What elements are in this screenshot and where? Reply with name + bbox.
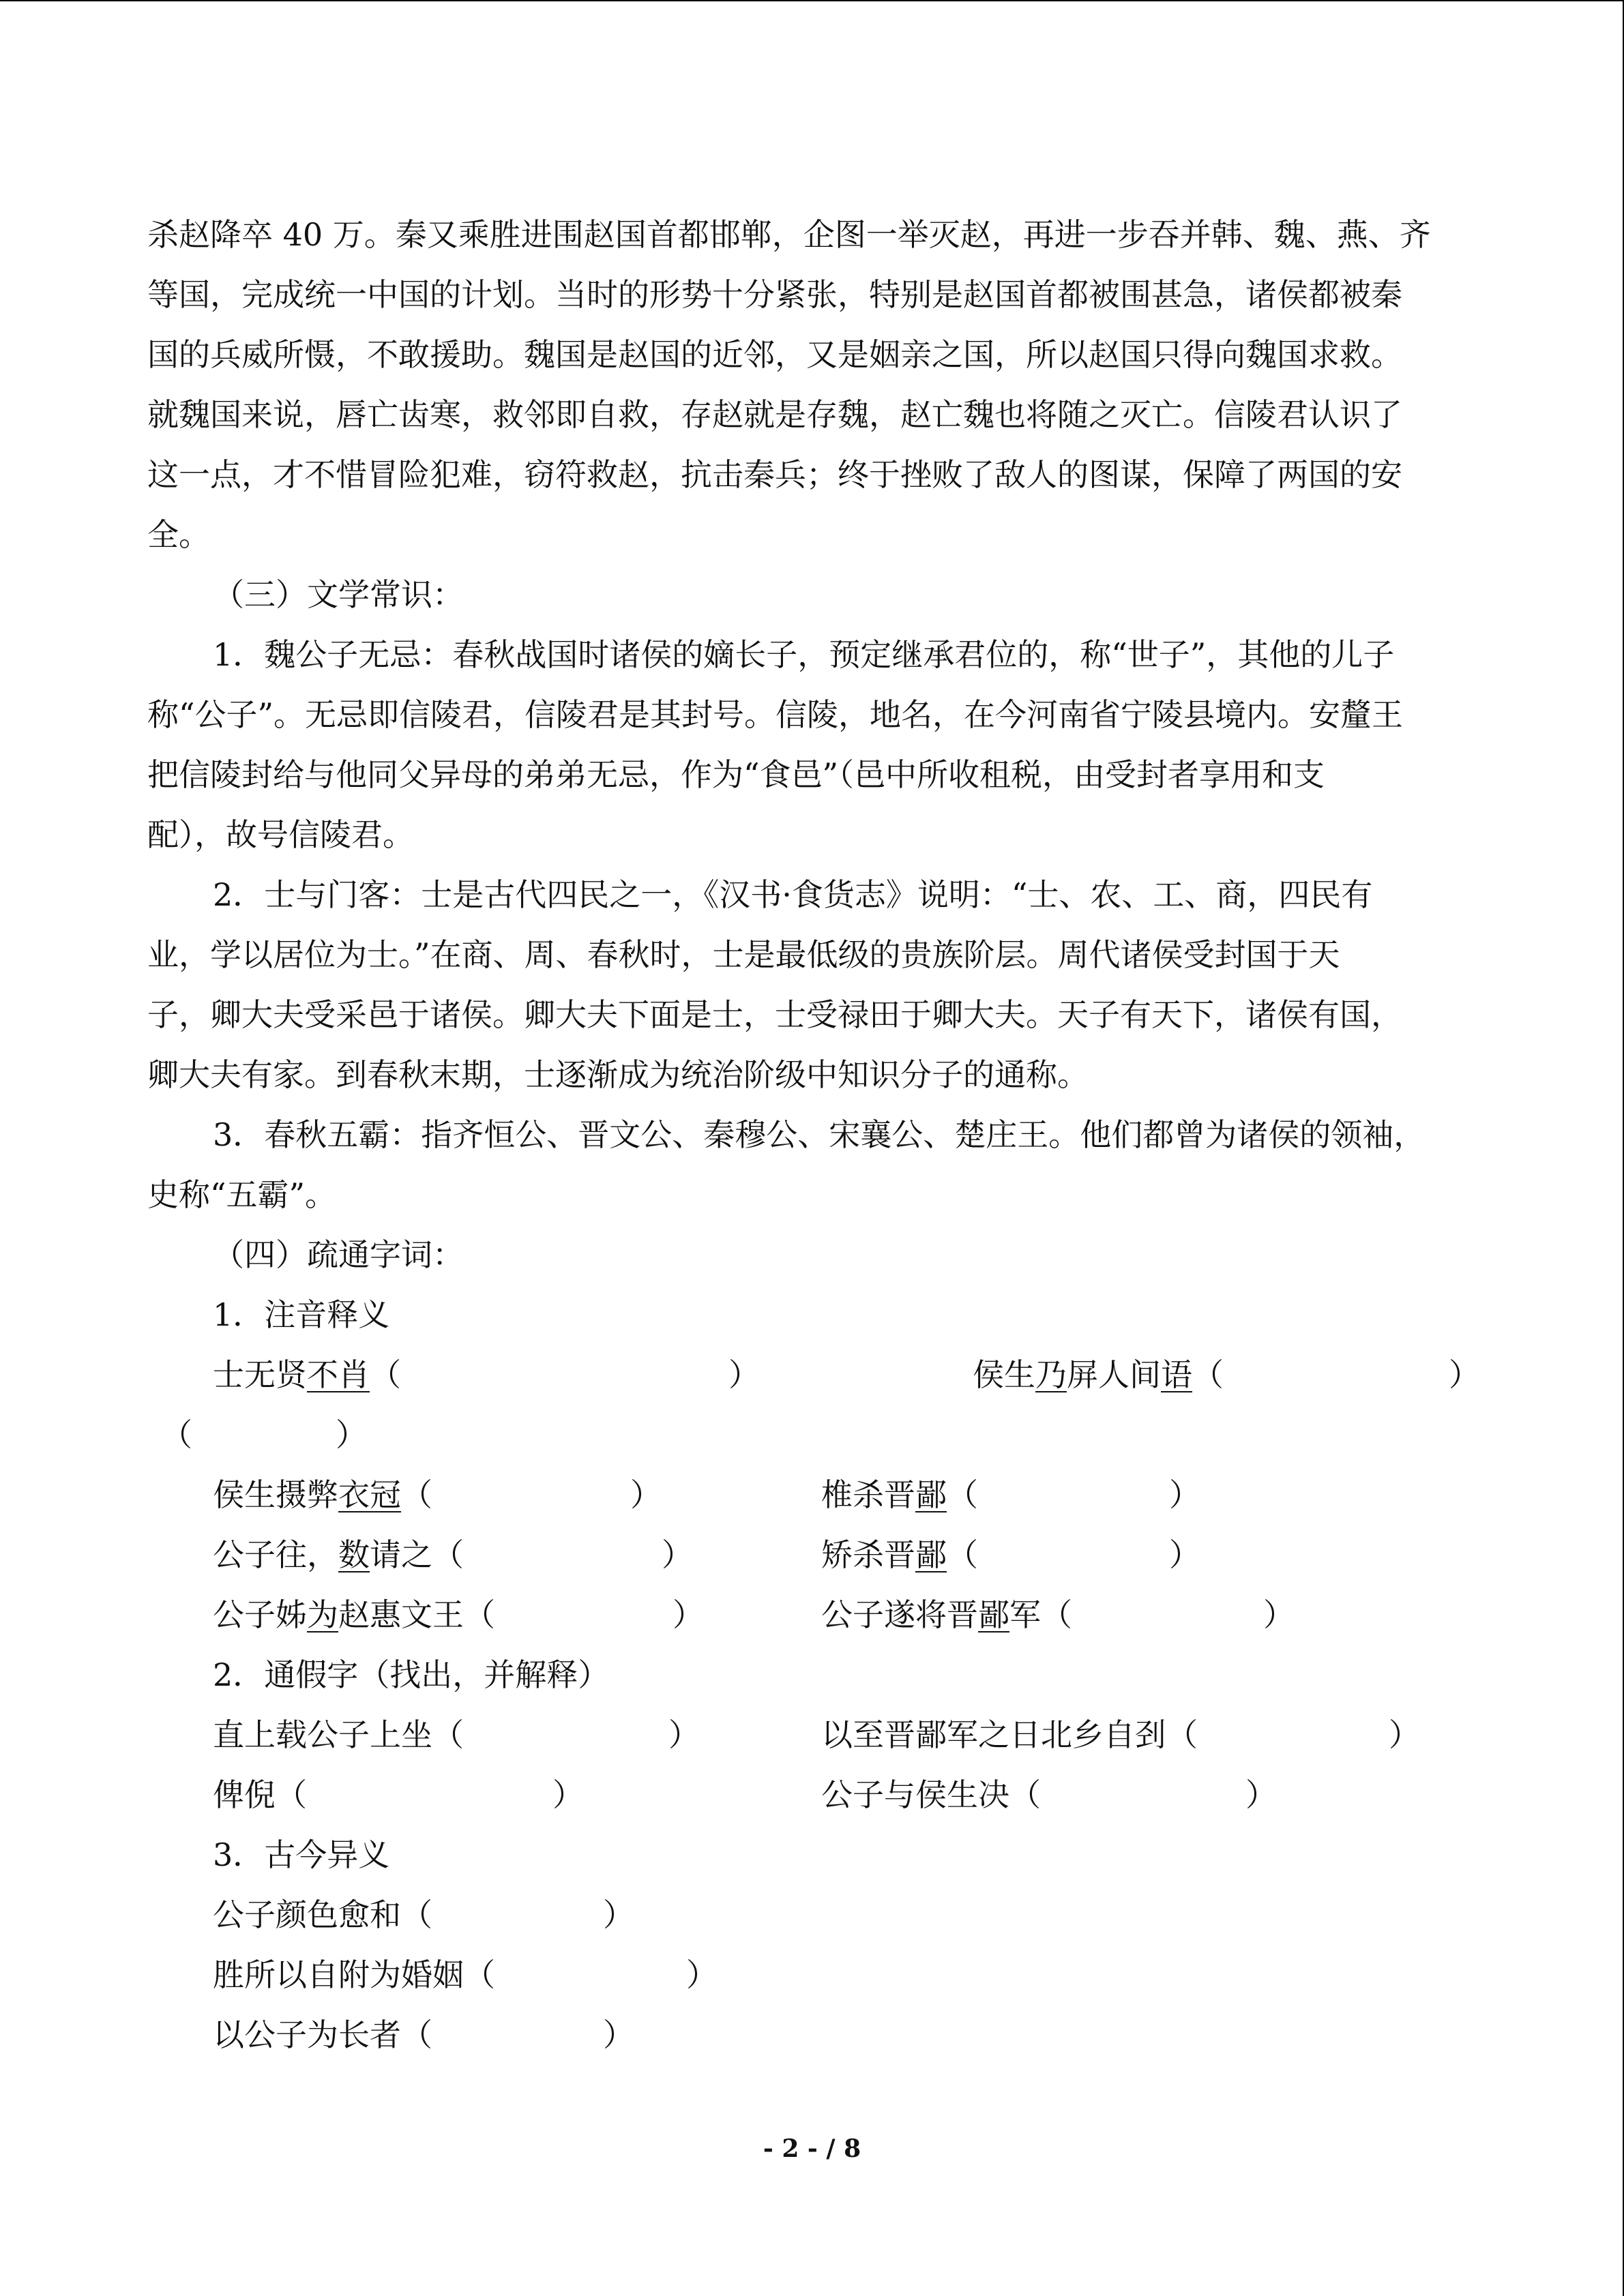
- paragraph-background: [147, 205, 1477, 565]
- open-paren: （: [464, 1596, 495, 1633]
- exercise-item: [973, 1345, 1480, 1405]
- exercise-item: [213, 1345, 760, 1405]
- open-paren: （: [947, 1536, 978, 1573]
- open-paren: （: [401, 1476, 432, 1513]
- page-top-border: [0, 0, 1624, 1]
- subsection-title-pronunciation: 1．注音释义: [213, 1296, 390, 1333]
- close-paren: ）: [336, 1416, 367, 1453]
- item-text: 请之: [370, 1536, 432, 1573]
- exercise-item: [213, 1585, 704, 1645]
- item-text: 士无贤: [213, 1356, 307, 1393]
- close-paren: ）: [728, 1356, 760, 1393]
- close-paren: ）: [686, 1956, 718, 1993]
- underlined-word: 乃: [1035, 1356, 1067, 1393]
- exercise-item: [821, 1705, 1420, 1765]
- exercise-item: [213, 1885, 634, 1945]
- exercise-item: [213, 1945, 718, 2005]
- open-paren: （: [401, 2016, 432, 2053]
- close-paren: ）: [1263, 1596, 1295, 1633]
- open-paren: （: [161, 1416, 192, 1453]
- open-paren: （: [947, 1476, 978, 1513]
- close-paren: ）: [662, 1536, 693, 1573]
- text-line: 把信陵封给与他同父异母的弟弟无忌，作为“食邑”（邑中所收租税，由受封者享用和支: [147, 756, 1325, 793]
- exercise-row: [147, 1885, 1477, 1945]
- text-line: 杀赵降卒 40 万。秦又乘胜进围赵国首都邯郸，企图一举灭赵，再进一步吞并韩、魏、燕、齐: [147, 216, 1431, 253]
- item-text: 侯生: [973, 1356, 1035, 1393]
- text-line: 业，学以居位为士。”在商、周、春秋时，士是最低级的贵族阶层。周代诸侯受封国于天: [147, 936, 1340, 973]
- text-line: 子，卿大夫受采邑于诸侯。卿大夫下面是士，士受禄田于卿大夫。天子有天下，诸侯有国，: [147, 996, 1402, 1033]
- close-paren: ）: [1169, 1476, 1200, 1513]
- close-paren: ）: [673, 1596, 704, 1633]
- exercise-item: [821, 1525, 1200, 1585]
- text-line: 称“公子”。无忌即信陵君，信陵君是其封号。信陵，地名，在今河南省宁陵县境内。安釐王: [147, 696, 1404, 733]
- literature-item-3: [147, 1105, 1477, 1225]
- open-paren: （: [1009, 1776, 1041, 1813]
- open-paren: （: [401, 1896, 432, 1933]
- close-paren: ）: [1389, 1716, 1420, 1753]
- item-text: 以至晋鄙军之日北乡自刭: [821, 1716, 1166, 1753]
- item-text: 公子颜色愈和: [213, 1896, 401, 1933]
- subsection-title-ancient-modern-meaning: 3．古今异义: [213, 1836, 390, 1873]
- text-line: 就魏国来说，唇亡齿寒，救邻即自救，存赵就是存魏，赵亡魏也将随之灭亡。信陵君认识了: [147, 396, 1402, 433]
- exercise-item: [213, 1765, 584, 1825]
- open-paren: （: [432, 1536, 464, 1573]
- text-line: 等国，完成统一中国的计划。当时的形势十分紧张，特别是赵国首都被围甚急，诸侯都被秦: [147, 276, 1402, 313]
- exercise-row: [147, 1705, 1477, 1765]
- exercise-item: [821, 1585, 1295, 1645]
- text-line: 卿大夫有家。到春秋末期，士逐渐成为统治阶级中知识分子的通称。: [147, 1056, 1089, 1093]
- exercise-row: [147, 1945, 1477, 2005]
- open-paren: （: [276, 1776, 307, 1813]
- exercise-row: [147, 1765, 1477, 1825]
- exercise-row: [147, 1345, 1480, 1405]
- item-text: 矫杀晋: [821, 1536, 915, 1573]
- literature-item-2: [147, 865, 1477, 1105]
- section-heading-vocabulary: （四）疏通字词：: [213, 1236, 464, 1273]
- underlined-word: 数: [338, 1536, 370, 1573]
- exercise-item: [213, 1525, 693, 1585]
- item-text: 赵惠文王: [338, 1596, 464, 1633]
- text-line: 这一点，才不惜冒险犯难，窃符救赵，抗击秦兵；终于挫败了敌人的图谋，保障了两国的安: [147, 456, 1402, 493]
- document-body: [147, 205, 1480, 2065]
- underlined-word: 语: [1161, 1356, 1192, 1393]
- item-text: 胜所以自附为婚姻: [213, 1956, 464, 1993]
- exercise-item: [213, 1705, 700, 1765]
- underlined-word: 鄙: [915, 1536, 947, 1573]
- underlined-word: 为: [307, 1596, 338, 1633]
- exercise-item: [821, 1465, 1200, 1525]
- item-text: 公子与侯生决: [821, 1776, 1009, 1813]
- open-paren: （: [464, 1956, 495, 1993]
- literature-item-1: [147, 625, 1477, 865]
- close-paren: ）: [1169, 1536, 1200, 1573]
- item-text: 以公子为长者: [213, 2016, 401, 2053]
- close-paren: ）: [552, 1776, 584, 1813]
- item-text: 俾倪: [213, 1776, 276, 1813]
- exercise-row: [147, 2005, 1477, 2065]
- text-line: 史称“五霸”。: [147, 1176, 337, 1213]
- close-paren: ）: [603, 2016, 634, 2053]
- exercise-row: [147, 1465, 1477, 1525]
- section-heading-literature: （三）文学常识：: [213, 576, 464, 613]
- item-text: 侯生摄弊: [213, 1476, 338, 1513]
- underlined-word: 鄙: [978, 1596, 1009, 1633]
- item-text: 军: [1009, 1596, 1041, 1633]
- text-line: 配），故号信陵君。: [147, 816, 414, 853]
- open-paren: （: [432, 1716, 464, 1753]
- text-line: 全。: [147, 516, 210, 553]
- exercise-item: [161, 1405, 367, 1465]
- exercise-item: [821, 1765, 1277, 1825]
- exercise-item: [213, 2005, 634, 2065]
- item-text: 公子姊: [213, 1596, 307, 1633]
- item-text: 椎杀晋: [821, 1476, 915, 1513]
- open-paren: （: [1192, 1356, 1224, 1393]
- text-line: 2．士与门客：士是古代四民之一，《汉书·食货志》说明：“士、农、工、商，四民有: [213, 876, 1373, 913]
- open-paren: （: [1041, 1596, 1072, 1633]
- open-paren: （: [370, 1356, 401, 1393]
- close-paren: ）: [603, 1896, 634, 1933]
- underlined-word: 鄙: [915, 1476, 947, 1513]
- close-paren: ）: [630, 1476, 662, 1513]
- text-line: 国的兵威所慑，不敢援助。魏国是赵国的近邻，又是姻亲之国，所以赵国只得向魏国求救。: [147, 336, 1402, 373]
- underlined-word: 衣冠: [338, 1476, 401, 1513]
- exercise-row: [147, 1585, 1477, 1645]
- underlined-word: 不肖: [307, 1356, 370, 1393]
- exercise-item: [213, 1465, 662, 1525]
- open-paren: （: [1166, 1716, 1198, 1753]
- item-text: 屏人间: [1067, 1356, 1161, 1393]
- close-paren: ）: [1449, 1356, 1480, 1393]
- item-text: 公子往，: [213, 1536, 338, 1573]
- item-text: 公子遂将晋: [821, 1596, 978, 1633]
- item-text: 直上载公子上坐: [213, 1716, 432, 1753]
- close-paren: ）: [1245, 1776, 1277, 1813]
- close-paren: ）: [668, 1716, 700, 1753]
- page-number: - 2 - / 8: [763, 2134, 861, 2163]
- text-line: 1．魏公子无忌：春秋战国时诸侯的嫡长子，预定继承君位的，称“世子”，其他的儿子: [213, 636, 1395, 673]
- exercise-row: [147, 1525, 1477, 1585]
- text-line: 3．春秋五霸：指齐恒公、晋文公、秦穆公、宋襄公、楚庄王。他们都曾为诸侯的领袖，: [213, 1116, 1426, 1153]
- exercise-row-continued: [147, 1405, 1477, 1465]
- subsection-title-interchangeable-characters: 2．通假字（找出，并解释）: [213, 1656, 610, 1693]
